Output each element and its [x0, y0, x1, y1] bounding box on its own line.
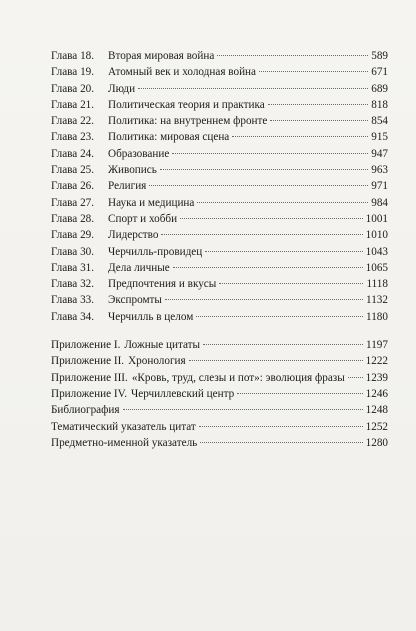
- appendix-title: Библиография: [51, 404, 120, 417]
- toc-entry: [51, 370, 388, 386]
- appendix-title: Черчиллевский центр: [131, 387, 235, 400]
- chapter-number: Глава 19.: [51, 66, 95, 79]
- dot-leader: [161, 234, 362, 235]
- chapter-title: Черчилль в целом: [108, 310, 194, 323]
- page-number: 854: [371, 115, 388, 128]
- chapter-number: Глава 27.: [51, 196, 95, 209]
- chapter-title: Наука и медицина: [108, 196, 195, 209]
- toc-entry: [51, 129, 388, 145]
- chapter-list: [51, 48, 388, 325]
- chapter-number: Глава 34.: [51, 310, 95, 323]
- dot-leader: [173, 267, 363, 268]
- dot-leader: [205, 251, 362, 252]
- toc-entry: [51, 64, 388, 80]
- page-number: 1180: [366, 310, 388, 323]
- dot-leader: [259, 71, 368, 72]
- toc-entry: [51, 195, 388, 211]
- page-number: 1222: [365, 355, 388, 368]
- chapter-number: Глава 29.: [51, 229, 95, 242]
- page-number: 1239: [365, 371, 388, 384]
- page-number: 1280: [365, 436, 388, 449]
- chapter-title: Предпочтения и вкусы: [108, 278, 217, 291]
- toc-entry: [51, 97, 388, 113]
- toc-entry: [51, 292, 388, 308]
- chapter-title: Лидерство: [108, 229, 159, 242]
- chapter-number: Глава 25.: [51, 164, 95, 177]
- page-number: 589: [371, 50, 388, 62]
- chapter-number: Глава 22.: [51, 115, 95, 128]
- toc-entry: [51, 402, 388, 418]
- chapter-title: Атомный век и холодная война: [108, 66, 257, 79]
- toc-entry: [51, 227, 388, 243]
- toc-entry: [51, 337, 388, 353]
- page-number: 1252: [365, 420, 388, 433]
- chapter-number: Глава 21.: [51, 98, 95, 111]
- dot-leader: [149, 185, 368, 186]
- dot-leader: [200, 442, 362, 443]
- chapter-number: Глава 26.: [51, 180, 95, 193]
- dot-leader: [180, 218, 363, 219]
- toc-entry: [51, 260, 388, 276]
- appendix-title: Хронология: [128, 355, 186, 368]
- page-number: 915: [371, 131, 388, 144]
- appendix-label: Приложение I.: [51, 339, 121, 352]
- chapter-title: Черчилль-провидец: [108, 245, 203, 258]
- page-number: 1197: [366, 339, 388, 352]
- toc-entry: [51, 309, 388, 325]
- page-number: 971: [371, 180, 388, 193]
- toc-entry: [51, 48, 388, 64]
- chapter-number: Глава 18.: [51, 50, 95, 62]
- toc-entry: [51, 419, 388, 435]
- dot-leader: [348, 377, 363, 378]
- dot-leader: [189, 360, 363, 361]
- toc-entry: [51, 276, 388, 292]
- chapter-title: Вторая мировая война: [108, 50, 215, 62]
- appendix-title: Тематический указатель цитат: [51, 420, 196, 433]
- chapter-title: Дела личные: [108, 261, 170, 274]
- page-number: 947: [371, 147, 388, 160]
- dot-leader: [237, 393, 362, 394]
- page-number: 1010: [365, 229, 388, 242]
- section-gap: [51, 325, 388, 337]
- page-number: 963: [371, 164, 388, 177]
- dot-leader: [138, 88, 368, 89]
- chapter-number: Глава 30.: [51, 245, 95, 258]
- page-number: 1118: [366, 278, 388, 291]
- page-number: 984: [371, 196, 388, 209]
- page-number: 689: [371, 82, 388, 95]
- chapter-title: Экспромты: [108, 294, 162, 307]
- dot-leader: [232, 136, 368, 137]
- table-of-contents: [51, 48, 388, 451]
- chapter-number: Глава 33.: [51, 294, 95, 307]
- chapter-title: Политика: на внутреннем фронте: [108, 115, 268, 128]
- toc-entry: [51, 435, 388, 451]
- dot-leader: [217, 55, 368, 56]
- chapter-number: Глава 24.: [51, 147, 95, 160]
- page-number: 1001: [365, 212, 388, 225]
- page-number: 1043: [365, 245, 388, 258]
- chapter-title: Спорт и хобби: [108, 212, 178, 225]
- toc-entry: [51, 81, 388, 97]
- page-number: 671: [371, 66, 388, 79]
- appendix-title: Предметно-именной указатель: [51, 436, 198, 449]
- toc-entry: [51, 244, 388, 260]
- appendix-title: Ложные цитаты: [124, 339, 201, 352]
- toc-entry: [51, 113, 388, 129]
- page-number: 1065: [365, 261, 388, 274]
- dot-leader: [268, 104, 369, 105]
- chapter-number: Глава 23.: [51, 131, 95, 144]
- appendix-label: Приложение IV.: [51, 387, 127, 400]
- page-number: 1248: [365, 404, 388, 417]
- toc-entry: [51, 211, 388, 227]
- dot-leader: [203, 344, 363, 345]
- page-number: 1132: [366, 294, 388, 307]
- appendix-label: Приложение II.: [51, 355, 125, 368]
- dot-leader: [123, 409, 363, 410]
- dot-leader: [160, 169, 368, 170]
- dot-leader: [199, 426, 363, 427]
- appendix-list: [51, 337, 388, 451]
- chapter-title: Люди: [108, 82, 136, 95]
- toc-entry: [51, 353, 388, 369]
- chapter-title: Образование: [108, 147, 170, 160]
- toc-entry: [51, 162, 388, 178]
- chapter-number: Глава 28.: [51, 212, 95, 225]
- chapter-title: Политическая теория и практика: [108, 98, 265, 111]
- page-number: 1246: [365, 387, 388, 400]
- appendix-title: «Кровь, труд, слезы и пот»: эволюция фразы: [131, 371, 345, 384]
- dot-leader: [197, 202, 368, 203]
- chapter-title: Политика: мировая сцена: [108, 131, 230, 144]
- dot-leader: [270, 120, 368, 121]
- dot-leader: [172, 153, 368, 154]
- toc-entry: [51, 178, 388, 194]
- dot-leader: [219, 283, 363, 284]
- appendix-label: Приложение III.: [51, 371, 128, 384]
- page-number: 818: [371, 98, 388, 111]
- toc-entry: [51, 386, 388, 402]
- chapter-number: Глава 32.: [51, 278, 95, 291]
- chapter-number: Глава 20.: [51, 82, 95, 95]
- dot-leader: [165, 299, 363, 300]
- dot-leader: [196, 316, 363, 317]
- toc-entry: [51, 146, 388, 162]
- chapter-title: Религия: [108, 180, 147, 193]
- chapter-title: Живопись: [108, 164, 157, 177]
- chapter-number: Глава 31.: [51, 261, 95, 274]
